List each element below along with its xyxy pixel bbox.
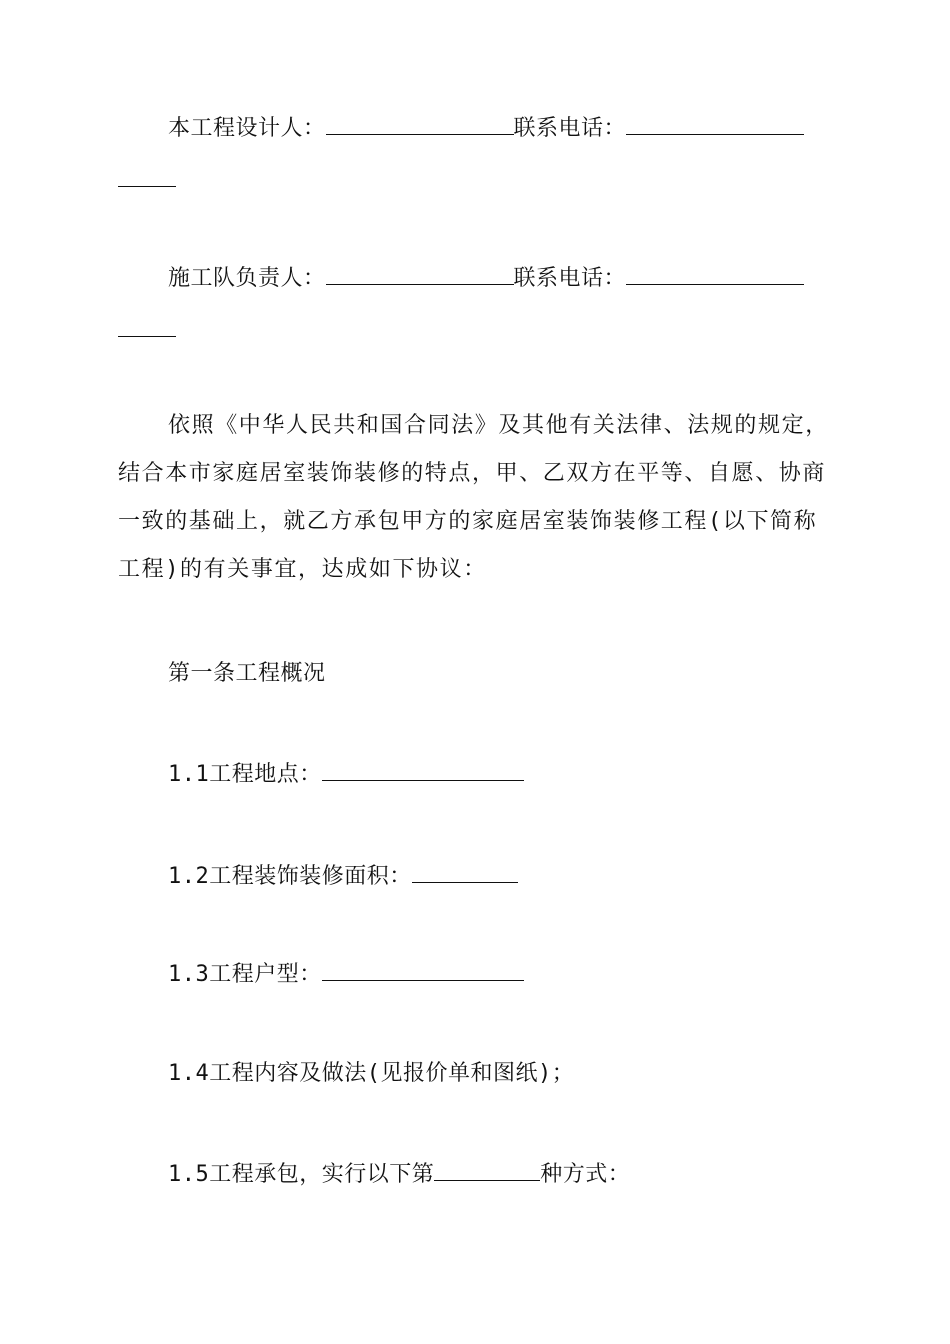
contract-mode-blank[interactable] — [434, 1158, 540, 1181]
item-1-1-line — [118, 758, 832, 791]
item-1-5-prefix: 1.5工程承包，实行以下第 — [168, 1162, 435, 1187]
team-leader-phone-blank-continued[interactable] — [118, 314, 176, 337]
unit-type-blank[interactable] — [322, 958, 524, 981]
team-leader-phone-blank[interactable] — [626, 262, 804, 285]
item-1-5-line — [118, 1158, 832, 1191]
team-leader-line — [118, 262, 832, 295]
designer-phone-label: 联系电话： — [513, 116, 627, 141]
team-leader-phone-label: 联系电话： — [513, 266, 627, 291]
designer-blank[interactable] — [326, 112, 514, 135]
team-leader-label: 施工队负责人： — [168, 266, 326, 291]
team-leader-blank[interactable] — [326, 262, 514, 285]
item-1-1-label: 1.1工程地点： — [168, 762, 322, 787]
designer-phone-blank[interactable] — [626, 112, 804, 135]
item-1-2-line — [118, 860, 832, 893]
project-location-blank[interactable] — [322, 758, 524, 781]
item-1-5-suffix: 种方式： — [540, 1162, 631, 1187]
item-1-3-line — [118, 958, 832, 991]
decoration-area-blank[interactable] — [412, 860, 518, 883]
designer-phone-blank-cont-line — [118, 164, 832, 197]
designer-line — [118, 112, 832, 145]
team-leader-phone-blank-cont-line — [118, 314, 832, 347]
item-1-4-label: 1.4工程内容及做法(见报价单和图纸)； — [168, 1061, 575, 1086]
item-1-4-line — [118, 1058, 832, 1090]
designer-phone-blank-continued[interactable] — [118, 164, 176, 187]
item-1-3-label: 1.3工程户型： — [168, 962, 322, 987]
article-1-title: 第一条工程概况 — [168, 661, 326, 686]
designer-label: 本工程设计人： — [168, 116, 326, 141]
intro-paragraph: 依照《中华人民共和国合同法》及其他有关法律、法规的规定，结合本市家庭居室装饰装修的特点，甲、乙双方在平等、自愿、协商一致的基础上，就乙方承包甲方的家庭居室装饰装修工程(以下简称工程)的有关事宜，达成如下协议： — [118, 413, 829, 582]
item-1-2-label: 1.2工程装饰装修面积： — [168, 864, 412, 889]
article-1-title-line — [118, 658, 832, 690]
